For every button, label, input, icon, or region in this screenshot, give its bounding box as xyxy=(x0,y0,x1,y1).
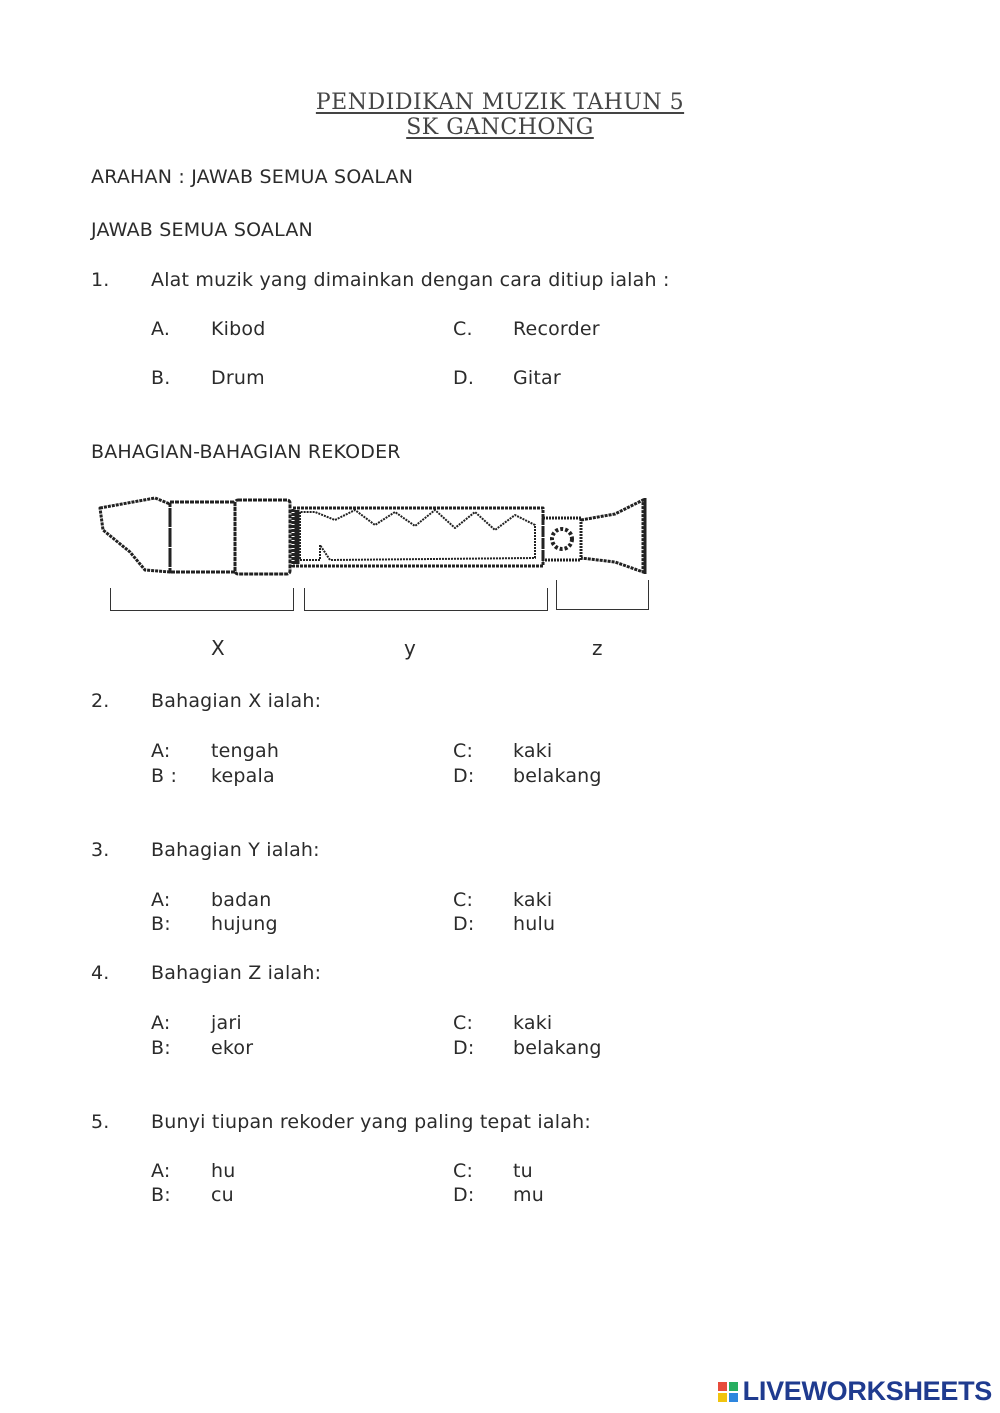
option-letter: C: xyxy=(453,740,474,762)
option-letter: A: xyxy=(151,889,171,911)
diagram-heading: BAHAGIAN-BAHAGIAN REKODER xyxy=(91,441,401,463)
logo-text: LIVEWORKSHEETS xyxy=(742,1376,992,1406)
question-text: Alat muzik yang dimainkan dengan cara ditiup ialah : xyxy=(151,269,670,291)
question-number: 3. xyxy=(91,839,110,861)
label-x: X xyxy=(211,636,225,660)
option-letter: C: xyxy=(453,1012,474,1034)
option-a-text[interactable]: Kibod xyxy=(211,318,266,340)
liveworksheets-logo[interactable] xyxy=(717,1376,992,1407)
logo-tiles-icon xyxy=(717,1381,739,1403)
option-letter: D. xyxy=(453,367,475,389)
option-b-text[interactable]: ekor xyxy=(211,1037,254,1059)
option-a-text[interactable]: hu xyxy=(211,1160,236,1182)
option-letter: D: xyxy=(453,1037,475,1059)
label-z: z xyxy=(592,636,603,660)
option-letter: A: xyxy=(151,1012,171,1034)
worksheet-title: PENDIDIKAN MUZIK TAHUN 5 xyxy=(315,90,685,115)
school-name: SK GANCHONG xyxy=(406,115,594,140)
label-y: y xyxy=(404,636,416,660)
bracket-z xyxy=(556,580,649,610)
question-text: Bahagian Y ialah: xyxy=(151,839,320,861)
option-d-text[interactable]: mu xyxy=(513,1184,544,1206)
option-a-text[interactable]: badan xyxy=(211,889,272,911)
option-letter: A: xyxy=(151,1160,171,1182)
option-letter: B : xyxy=(151,765,178,787)
bracket-y xyxy=(304,588,548,611)
option-letter: B: xyxy=(151,1037,171,1059)
option-b-text[interactable]: kepala xyxy=(211,765,275,787)
question-number: 1. xyxy=(91,269,110,291)
option-a-text[interactable]: jari xyxy=(211,1012,242,1034)
option-a-text[interactable]: tengah xyxy=(211,740,280,762)
option-letter: B: xyxy=(151,913,171,935)
option-d-text[interactable]: Gitar xyxy=(513,367,561,389)
instructions-subheading: JAWAB SEMUA SOALAN xyxy=(91,219,313,241)
option-c-text[interactable]: kaki xyxy=(513,889,553,911)
option-letter: C: xyxy=(453,1160,474,1182)
question-text: Bahagian X ialah: xyxy=(151,690,322,712)
option-letter: D: xyxy=(453,1184,475,1206)
option-c-text[interactable]: tu xyxy=(513,1160,533,1182)
question-text: Bahagian Z ialah: xyxy=(151,962,322,984)
option-b-text[interactable]: hujung xyxy=(211,913,278,935)
question-number: 2. xyxy=(91,690,110,712)
recorder-diagram xyxy=(95,490,655,580)
option-d-text[interactable]: belakang xyxy=(513,765,602,787)
option-c-text[interactable]: kaki xyxy=(513,740,553,762)
option-b-text[interactable]: Drum xyxy=(211,367,265,389)
question-text: Bunyi tiupan rekoder yang paling tepat ialah: xyxy=(151,1111,591,1133)
question-number: 4. xyxy=(91,962,110,984)
option-letter: A. xyxy=(151,318,171,340)
option-letter: D: xyxy=(453,913,475,935)
option-letter: B: xyxy=(151,1184,171,1206)
option-d-text[interactable]: hulu xyxy=(513,913,556,935)
option-letter: C. xyxy=(453,318,473,340)
option-c-text[interactable]: kaki xyxy=(513,1012,553,1034)
question-number: 5. xyxy=(91,1111,110,1133)
instructions-text: ARAHAN : JAWAB SEMUA SOALAN xyxy=(91,166,414,188)
option-letter: D: xyxy=(453,765,475,787)
option-b-text[interactable]: cu xyxy=(211,1184,234,1206)
option-letter: A: xyxy=(151,740,171,762)
option-d-text[interactable]: belakang xyxy=(513,1037,602,1059)
option-c-text[interactable]: Recorder xyxy=(513,318,600,340)
bracket-x xyxy=(110,588,294,611)
option-letter: C: xyxy=(453,889,474,911)
option-letter: B. xyxy=(151,367,171,389)
